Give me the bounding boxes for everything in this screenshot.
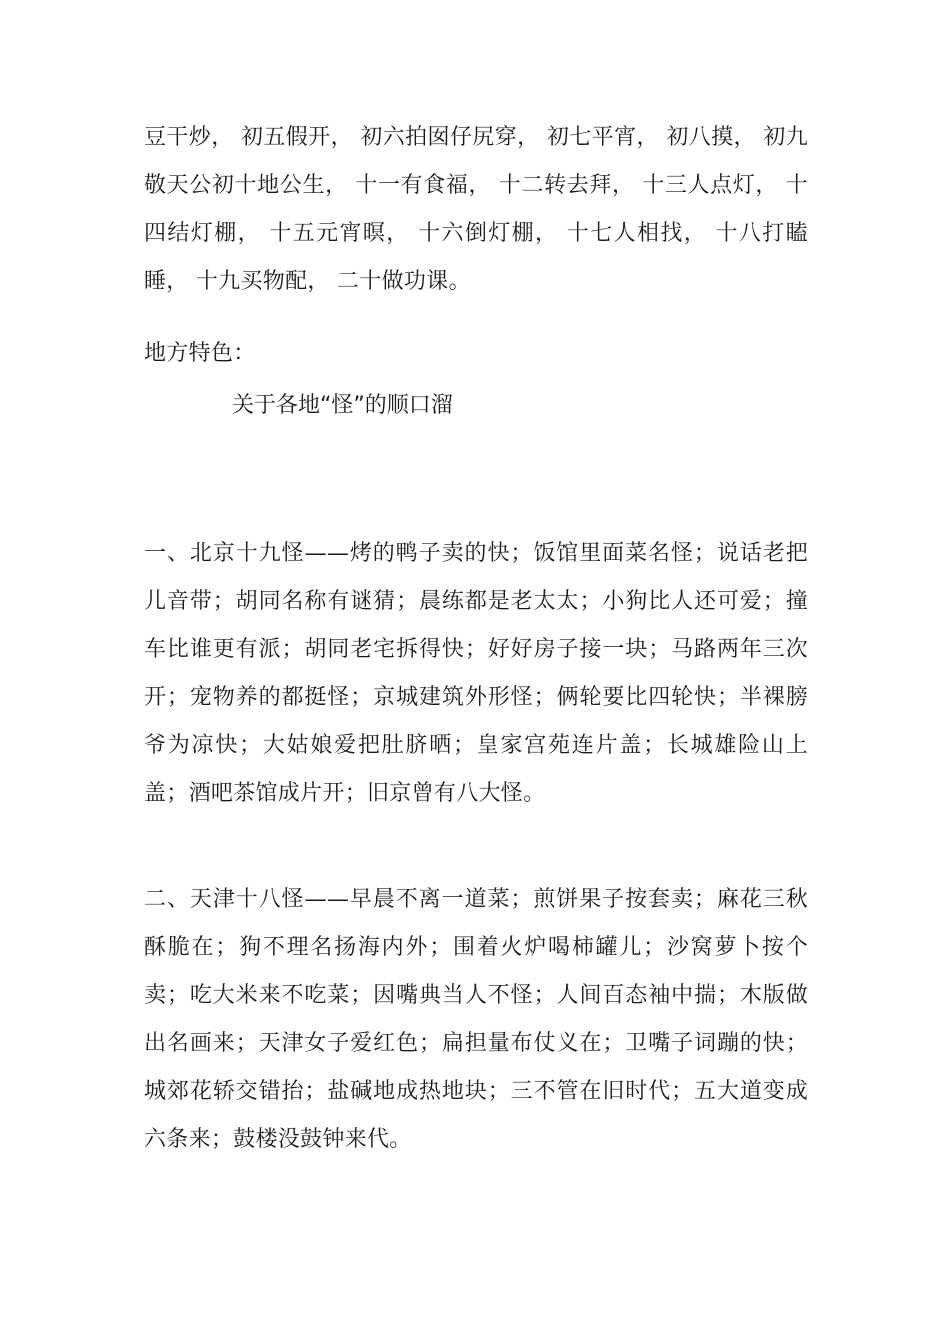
festival-paragraph: 豆干炒， 初五假开， 初六拍囡仔尻穿， 初七平宵， 初八摸， 初九敬天公初十地公生， 十一有食福， 十二转去拜， 十三人点灯， 十四结灯棚， 十五元宵暝， 十六倒灯棚， 十七人相找， 十八打瞌睡， 十九买物配， 二十做功课。 — [144, 125, 808, 294]
tianjin-paragraph: 二、天津十八怪——早晨不离一道菜；煎饼果子按套卖；麻花三秋酥脆在；狗不理名扬海内外；围着火炉喝柿罐儿；沙窝萝卜按个卖；吃大米来不吃菜；因嘴典当人不怪；人间百态袖中揣；木版做出名画来；天津女子爱红色；扁担量布仗义在；卫嘴子词蹦的快；城郊花轿交错抬；盐碱地成热地块；三不管在旧时代；五大道变成六条来；鼓楼没鼓钟来代。 — [144, 887, 808, 1152]
section-heading: 关于各地“怪”的顺口溜 — [232, 393, 453, 418]
section-label: 地方特色： — [144, 341, 256, 366]
beijing-paragraph: 一、北京十九怪——烤的鸭子卖的快；饭馆里面菜名怪；说话老把儿音带；胡同名称有谜猜；晨练都是老太太；小狗比人还可爱；撞车比谁更有派；胡同老宅拆得快；好好房子接一块；马路两年三次开；宠物养的都挺怪；京城建筑外形怪；俩轮要比四轮快；半裸膀爷为凉快；大姑娘爱把肚脐晒；皇家宫苑连片盖；长城雄险山上盖；酒吧茶馆成片开；旧京曾有八大怪。 — [144, 541, 808, 806]
